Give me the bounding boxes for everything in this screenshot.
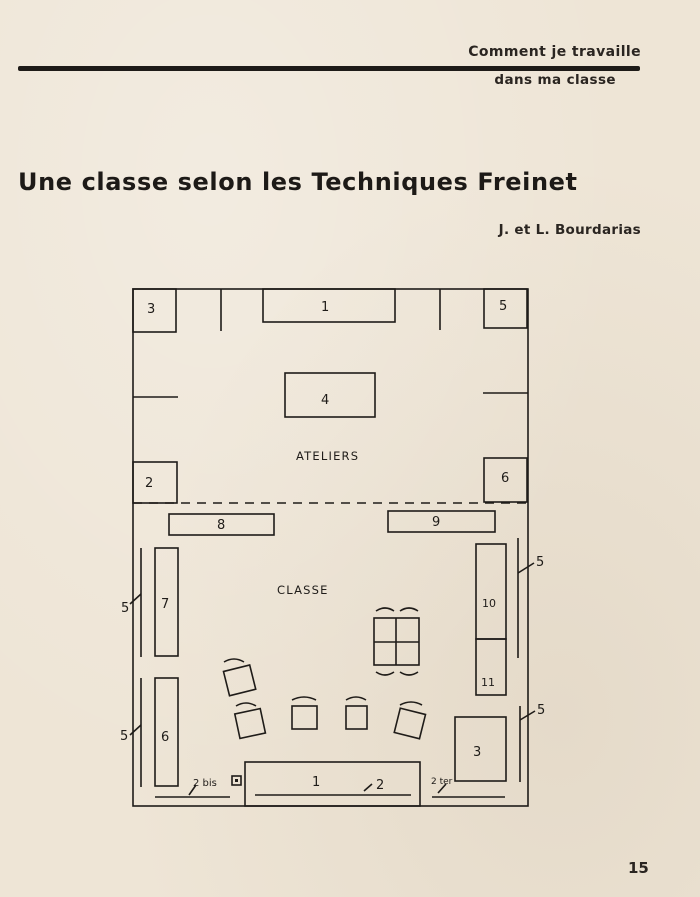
label-2-bottom: 2 <box>376 778 385 793</box>
table-4-center <box>285 373 375 417</box>
label-10: 10 <box>482 597 496 610</box>
room-outline <box>133 289 528 806</box>
label-6-right: 6 <box>501 471 510 486</box>
article-title: Une classe selon les Techniques Freinet <box>18 168 578 196</box>
zone-ateliers-label: ATELIERS <box>296 449 360 463</box>
label-2bis: 2 bis <box>193 778 217 789</box>
blackboard-1 <box>245 762 420 806</box>
label-3-top-left: 3 <box>147 302 156 317</box>
article-authors: J. et L. Bourdarias <box>498 222 641 238</box>
page-number: 15 <box>628 859 649 877</box>
label-8: 8 <box>217 518 226 533</box>
label-1-top: 1 <box>321 300 330 315</box>
label-5-left-lower: 5 <box>120 729 129 744</box>
student-desks <box>223 659 425 739</box>
label-5-right-lower: 5 <box>537 703 546 718</box>
label-2-left: 2 <box>145 476 154 491</box>
label-5-left-upper: 5 <box>121 601 130 616</box>
label-11: 11 <box>481 676 495 689</box>
cabinet-2-left <box>133 462 177 503</box>
label-9: 9 <box>432 515 441 530</box>
bench-9 <box>388 511 495 532</box>
zone-classe-label: CLASSE <box>277 583 329 597</box>
label-5-top-right: 5 <box>499 299 508 314</box>
label-4-center: 4 <box>321 393 330 408</box>
rubric-subtitle: dans ma classe <box>494 72 616 88</box>
label-5-right-upper: 5 <box>536 555 545 570</box>
label-1-bottom: 1 <box>312 775 321 790</box>
furniture-10 <box>476 544 506 639</box>
label-6-left: 6 <box>161 730 170 745</box>
label-2ter: 2 ter <box>431 777 453 787</box>
label-7: 7 <box>161 597 170 612</box>
label-3-bottom: 3 <box>473 745 482 760</box>
rubric-title: Comment je travaille <box>468 44 641 60</box>
